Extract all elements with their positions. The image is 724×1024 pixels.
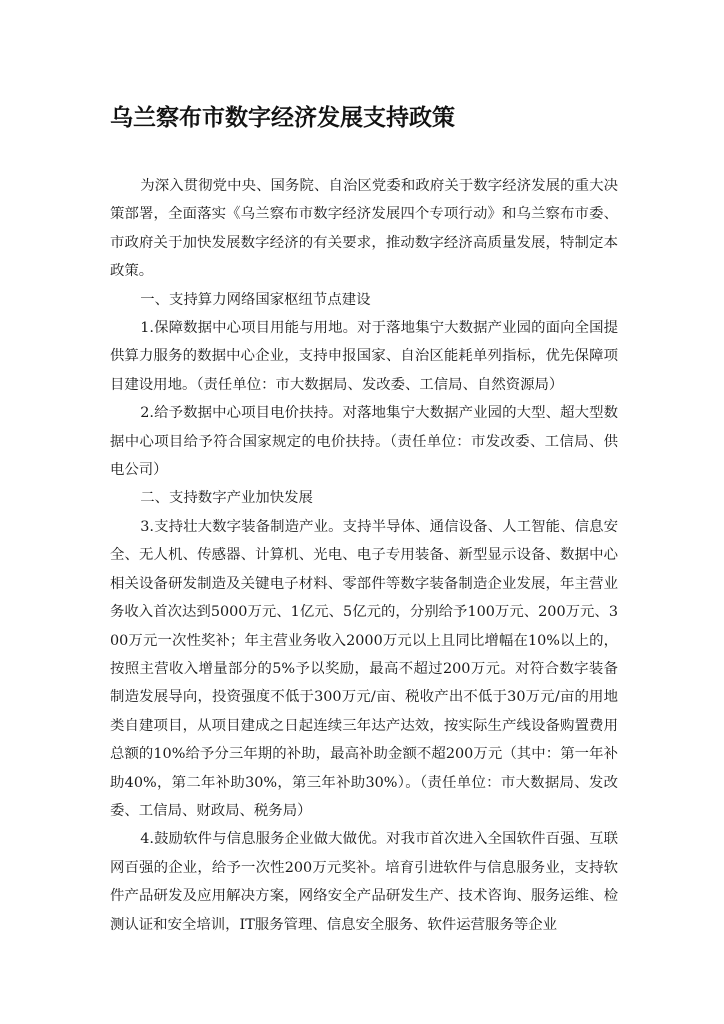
document-title: 乌兰察布市数字经济发展支持政策 [110, 104, 455, 131]
section-heading-1: 一、支持算力网络国家枢纽节点建设 [140, 291, 371, 308]
section-heading-2: 二、支持数字产业加快发展 [140, 490, 313, 507]
policy-item-3: 3.支持壮大数字装备制造产业。支持半导体、通信设备、人工智能、信息安全、无人机、传感器、计算机、光电、电子专用装备、新型显示设备、数据中心相关设备研发制造及关键电子材料、零部件等数字装备制造企业发展，年主营业务收入首次达到5000万元、1亿元、5亿元的，分别给予100万元、200万元、300万元一次性奖补；年主营业务收入2000万元以上且同比增幅在10%以上的，按照主营收入增量部分的5%予以奖励，最高不超过200万元。对符合数字装备制造发展导向，投资强度不低于300万元/亩、税收产出不低于30万元/亩的用地类自建项目，从项目建成之日起连续三年达产达效，按实际生产线设备购置费用总额的10%给予分三年期的补助，最高补助金额不超200万元（其中：第一年补助40%，第二年补助30%，第三年补助30%）。（责任单位：市大数据局、发改委、工信局、财政局、税务局） [110, 518, 618, 819]
intro-paragraph: 为深入贯彻党中央、国务院、自治区党委和政府关于数字经济发展的重大决策部署，全面落实《乌兰察布市数字经济发展四个专项行动》和乌兰察布市委、市政府关于加快发展数字经济的有关要求，推动数字经济高质量发展，特制定本政策。 [110, 178, 618, 280]
document-body [110, 172, 618, 939]
policy-item-2: 2.给予数据中心项目电价扶持。对落地集宁大数据产业园的大型、超大型数据中心项目给予符合国家规定的电价扶持。（责任单位：市发改委、工信局、供电公司） [110, 405, 618, 479]
policy-item-1: 1.保障数据中心项目用能与用地。对于落地集宁大数据产业园的面向全国提供算力服务的数据中心企业，支持申报国家、自治区能耗单列指标，优先保障项目建设用地。（责任单位：市大数据局、发改委、工信局、自然资源局） [110, 320, 618, 393]
policy-item-4: 4.鼓励软件与信息服务企业做大做优。对我市首次进入全国软件百强、互联网百强的企业，给予一次性200万元奖补。培育引进软件与信息服务业，支持软件产品研发及应用解决方案，网络安全产品研发生产、技术咨询、服务运维、检测认证和安全培训，IT服务管理、信息安全服务、软件运营服务等企业 [110, 831, 618, 933]
